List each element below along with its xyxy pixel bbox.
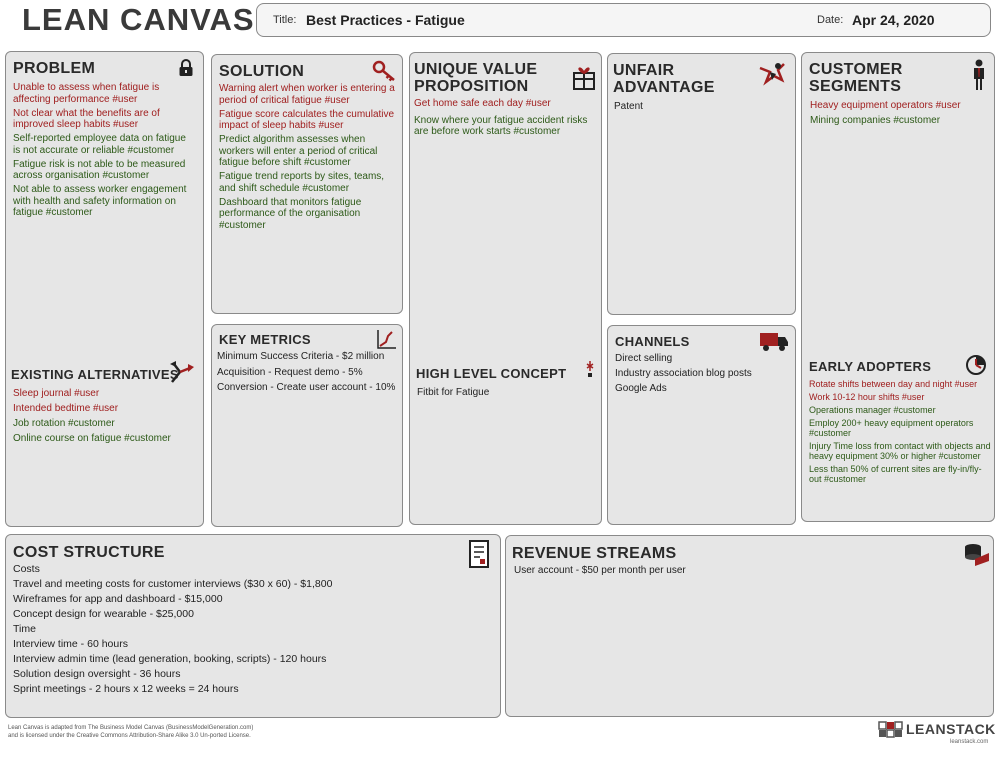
alternative-item[interactable]: Job rotation #customer [13, 418, 115, 429]
money-stack-icon [961, 539, 991, 567]
key-metrics-title: KEY METRICS [219, 332, 311, 347]
alternative-item[interactable]: Intended bedtime #user [13, 403, 119, 414]
customer-segments-items [810, 98, 990, 128]
license-footer [8, 724, 408, 740]
cost-item[interactable]: Interview time - 60 hours [13, 638, 128, 650]
uvp-item[interactable]: Get home safe each day #user [414, 98, 551, 109]
customer-segments-title-line1: CUSTOMER [809, 61, 903, 78]
problem-items [13, 82, 195, 221]
solution-item[interactable]: Fatigue score calculates the cumulative impact of sleep habits #user [219, 108, 395, 131]
solution-item[interactable]: Predict algorithm assesses when workers will enter a period of critical fatigue before shift #customer [219, 134, 378, 168]
early-adopters-title: EARLY ADOPTERS [809, 359, 932, 374]
metric-item[interactable]: Minimum Success Criteria - $2 million [217, 351, 385, 362]
unfair-advantage-panel[interactable] [607, 53, 796, 315]
metric-item[interactable]: Conversion - Create user account - 10% [217, 382, 396, 393]
cost-item[interactable]: Wireframes for app and dashboard - $15,000 [13, 593, 223, 605]
arrows-split-icon [168, 360, 196, 386]
chart-icon [376, 328, 398, 350]
alternative-item[interactable]: Online course on fatigue #customer [13, 433, 171, 444]
unfair-advantage-title [613, 62, 715, 96]
canvas-title-value[interactable]: Best Practices - Fatigue [306, 12, 465, 28]
problem-item[interactable]: Fatigue risk is not able to be measured across organisation #customer [13, 158, 186, 181]
person-icon [970, 59, 988, 91]
existing-alternatives-items [13, 386, 198, 446]
early-adopter-item[interactable]: Work 10-12 hour shifts #user [809, 392, 925, 402]
solution-item[interactable]: Fatigue trend reports by sites, teams, and shift schedule #customer [219, 171, 385, 194]
date-value[interactable]: Apr 24, 2020 [852, 12, 935, 28]
leanstack-logo-icon [878, 721, 904, 739]
cost-item[interactable]: Travel and meeting costs for customer interviews ($30 x 60) - $1,800 [13, 578, 333, 590]
channel-item[interactable]: Industry association blog posts [615, 368, 752, 379]
app-title: LEAN CANVAS [22, 2, 255, 37]
early-adopter-item[interactable]: Rotate shifts between day and night #user [809, 379, 978, 389]
cost-item[interactable]: Interview admin time (lead generation, booking, scripts) - 120 hours [13, 653, 327, 665]
early-adopter-item[interactable]: Less than 50% of current sites are fly-in/fly-out #customer [809, 464, 982, 484]
problem-item[interactable]: Not able to assess worker engagement with health and safety information on fatigue #customer [13, 184, 187, 218]
solution-item[interactable]: Warning alert when worker is entering a period of critical fatigue #user [219, 83, 395, 106]
cost-item[interactable]: Sprint meetings - 2 hours x 12 weeks = 24 hours [13, 683, 239, 695]
early-adopter-item[interactable]: Employ 200+ heavy equipment operators #customer [809, 418, 974, 438]
gift-icon [572, 63, 596, 91]
unfair-advantage-items [614, 101, 789, 113]
cost-item[interactable]: Concept design for wearable - $25,000 [13, 608, 194, 620]
solution-title: SOLUTION [219, 63, 305, 80]
license-line: Lean Canvas is adapted from The Business Model Canvas (BusinessModelGeneration.com) [8, 725, 254, 731]
date-label: Date: [817, 14, 844, 26]
problem-panel[interactable] [5, 51, 204, 527]
cost-item[interactable]: Solution design oversight - 36 hours [13, 668, 181, 680]
problem-title: PROBLEM [13, 60, 96, 77]
title-label: Title: [273, 14, 297, 26]
cost-item[interactable]: Time [13, 623, 36, 635]
key-metrics-panel[interactable] [211, 324, 403, 527]
cost-structure-panel[interactable] [5, 534, 501, 718]
channels-items [615, 351, 790, 396]
solution-panel[interactable] [211, 54, 403, 314]
uvp-panel[interactable] [409, 52, 602, 525]
uvp-title-line1: UNIQUE VALUE [414, 61, 538, 78]
problem-item[interactable]: Self-reported employee data on fatigue is not accurate or reliable #customer [13, 133, 186, 156]
cost-item[interactable]: Costs [13, 563, 40, 575]
license-line: and is licensed under the Creative Commons Attribution-Share Alike 3.0 Un-ported License. [8, 733, 251, 739]
clock-target-icon [964, 353, 988, 377]
header-bar [256, 3, 991, 37]
problem-item[interactable]: Not clear what the benefits are of improved sleep habits #user [13, 107, 160, 130]
channel-item[interactable]: Direct selling [615, 353, 673, 364]
key-icon [372, 60, 398, 84]
leanstack-url[interactable]: leanstack.com [950, 739, 989, 745]
customer-segments-title-line2: SEGMENTS [809, 78, 902, 95]
revenue-item[interactable]: User account - $50 per month per user [514, 565, 686, 576]
cost-structure-title: COST STRUCTURE [13, 544, 165, 561]
channels-title: CHANNELS [615, 334, 690, 349]
advantage-item[interactable]: Patent [614, 101, 643, 112]
uvp-title [414, 61, 537, 95]
revenue-streams-title: REVENUE STREAMS [512, 545, 677, 562]
key-metrics-items [217, 351, 399, 396]
channel-item[interactable]: Google Ads [615, 383, 667, 394]
high-level-concept-items [417, 387, 597, 399]
solution-items [219, 83, 399, 234]
leanstack-brand[interactable]: LEANSTACK [906, 721, 996, 737]
concept-item[interactable]: Fitbit for Fatigue [417, 387, 490, 398]
channels-panel[interactable] [607, 325, 796, 525]
customer-segments-title [809, 61, 903, 95]
uvp-item[interactable]: Know where your fatigue accident risks are before work starts #customer [414, 114, 588, 137]
high-level-concept-title: HIGH LEVEL CONCEPT [416, 366, 567, 381]
problem-item[interactable]: Unable to assess when fatigue is affecting performance #user [13, 82, 160, 105]
superhero-icon [756, 60, 788, 88]
solution-item[interactable]: Dashboard that monitors fatigue performance of the organisation #customer [219, 196, 362, 231]
uvp-items [414, 98, 594, 140]
revenue-streams-items [514, 565, 954, 577]
unfair-advantage-title-line2: ADVANTAGE [613, 79, 715, 96]
existing-alternatives-title: EXISTING ALTERNATIVES [11, 367, 179, 382]
cost-structure-items [13, 562, 493, 697]
metric-item[interactable]: Acquisition - Request demo - 5% [217, 366, 363, 378]
segment-item[interactable]: Heavy equipment operators #user [810, 100, 961, 111]
lightbulb-icon [582, 359, 598, 379]
early-adopters-items [809, 379, 991, 487]
customer-segments-panel[interactable] [801, 52, 995, 522]
alternative-item[interactable]: Sleep journal #user [13, 388, 100, 399]
unfair-advantage-title-line1: UNFAIR [613, 62, 675, 79]
early-adopter-item[interactable]: Operations manager #customer [809, 405, 936, 415]
segment-item[interactable]: Mining companies #customer [810, 115, 941, 126]
lock-icon [176, 58, 196, 78]
revenue-streams-panel[interactable] [505, 535, 994, 717]
early-adopter-item[interactable]: Injury Time loss from contact with objects and heavy equipment 30% or higher #customer [809, 441, 991, 461]
uvp-title-line2: PROPOSITION [414, 78, 529, 95]
